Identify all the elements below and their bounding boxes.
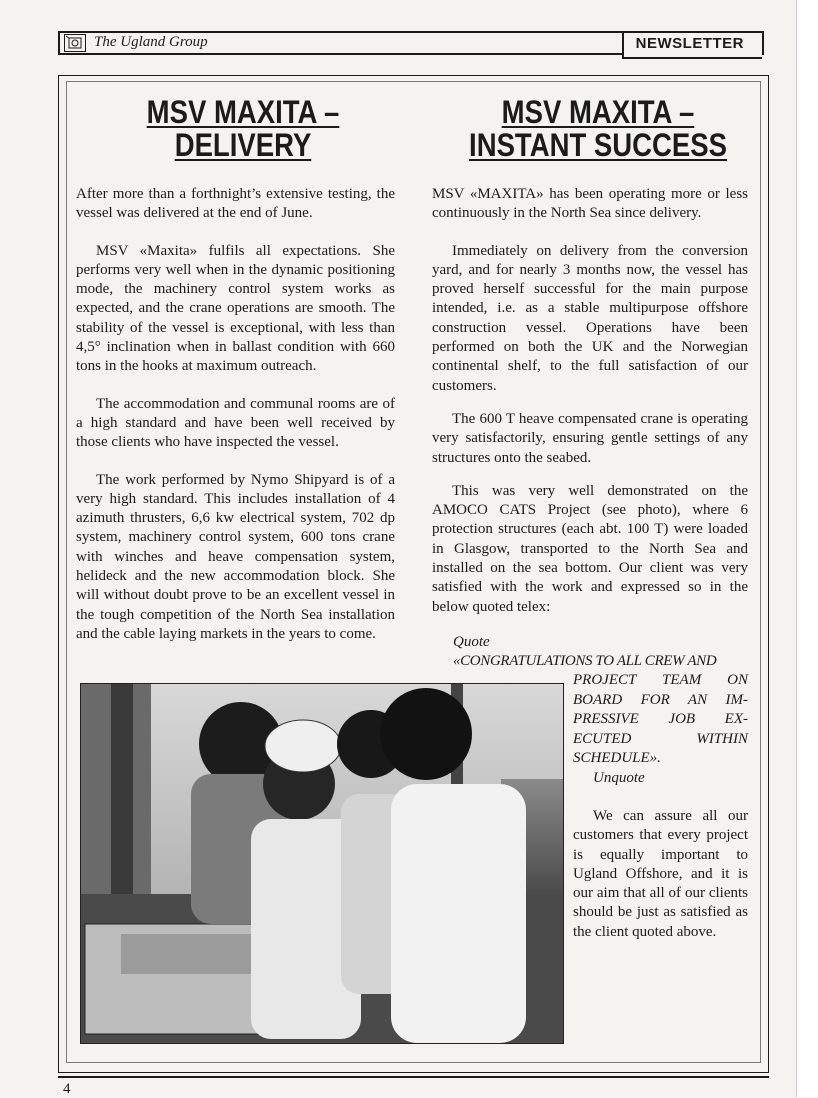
left-headline-line2: DELIVERY (174, 127, 312, 163)
left-paragraph: MSV «Maxita» fulfils all expectations. She performs very well when in the dynamic positioning mode, the machinery control system works as expected, and the crane operations are smooth. The stability of the vessel is exceptional, with less than 4,5° inclination when in ballast condition with 660 tons in the hooks at maximum outreach. (76, 242, 395, 375)
left-headline (122, 96, 365, 162)
telex-last-line: SCHEDULE». (573, 750, 661, 766)
telex-first-line: «CONGRATULATIONS TO ALL CREW AND (453, 653, 717, 669)
page-header (58, 31, 764, 55)
right-paragraph: This was very well demonstrated on the AMOCO CATS Project (see photo), where 6 protection structures (each abt. 100 T) were loaded in Glasgow, transported to the North Sea and installed on the sea bottom. Our client was very satisfied with the work and expressed so in the below quoted telex: (432, 482, 748, 615)
left-headline-line1: MSV MAXITA – (146, 94, 340, 130)
right-paragraph: The 600 T heave compensated crane is operating very satisfactorily, ensuring gentle settings of any structures onto the seabed. (432, 410, 748, 466)
right-headline-line2: INSTANT SUCCESS (469, 127, 727, 163)
right-headline-line1: MSV MAXITA – (501, 94, 695, 130)
closing-paragraph: We can assure all our customers that every project is equally important to Ugland Offshore, and it is our aim that all of our clients should be just as satisfied as the client quoted above. (573, 808, 748, 940)
ugland-logo-icon (64, 34, 86, 52)
left-paragraph: The work performed by Nymo Shipyard is of a very high standard. This includes installation of 4 azimuth thrusters, 6,6 kw electrical system, 702 dp system, machinery control system, 600 tons crane with winches and heave compensation system, helideck and the new accommodation block. She will without doubt prove to be an excellent vessel in the tough competition of the North Sea installation and the cable laying markets in the years to come. (76, 471, 395, 642)
left-article-body (76, 185, 395, 644)
quote-open: Quote (453, 634, 490, 650)
telex-block (573, 671, 748, 788)
right-paragraph: Immediately on delivery from the conversion yard, and for nearly 3 months now, the vessel has proved herself successful for the main purpose intended, i.e. as a stable multipurpose offshore construction vessel. Operations have been performed on both the UK and the Norwegian continental shelf, to the full satisfaction of our customers. (432, 242, 748, 394)
footer-rule (58, 1076, 769, 1078)
telex-line: ECUTED WITHIN (573, 730, 748, 747)
brand-name: The Ugland Group (94, 34, 208, 50)
right-paragraph: MSV «MAXITA» has been operating more or less continuously in the North Sea since delivery. (432, 186, 748, 222)
section-label: NEWSLETTER (622, 31, 762, 59)
quote-close: Unquote (593, 769, 645, 786)
page-number: 4 (63, 1081, 71, 1097)
left-paragraph: After more than a forthnight’s extensive testing, the vessel was delivered at the end of June. (76, 186, 395, 222)
left-paragraph: The accommodation and communal rooms are of a high standard and have been well received by those clients who have inspected the vessel. (76, 395, 395, 451)
telex-line: BOARD FOR AN IM- (573, 691, 748, 708)
right-article-body (432, 185, 748, 617)
closing-paragraph-box (573, 807, 748, 942)
crew-photo (80, 683, 564, 1044)
page-edge (796, 0, 818, 1097)
crew-photo-image (81, 684, 563, 1043)
right-headline (462, 96, 734, 162)
telex-line: PROJECT TEAM ON (573, 672, 748, 688)
telex-line: PRESSIVE JOB EX- (573, 711, 748, 727)
